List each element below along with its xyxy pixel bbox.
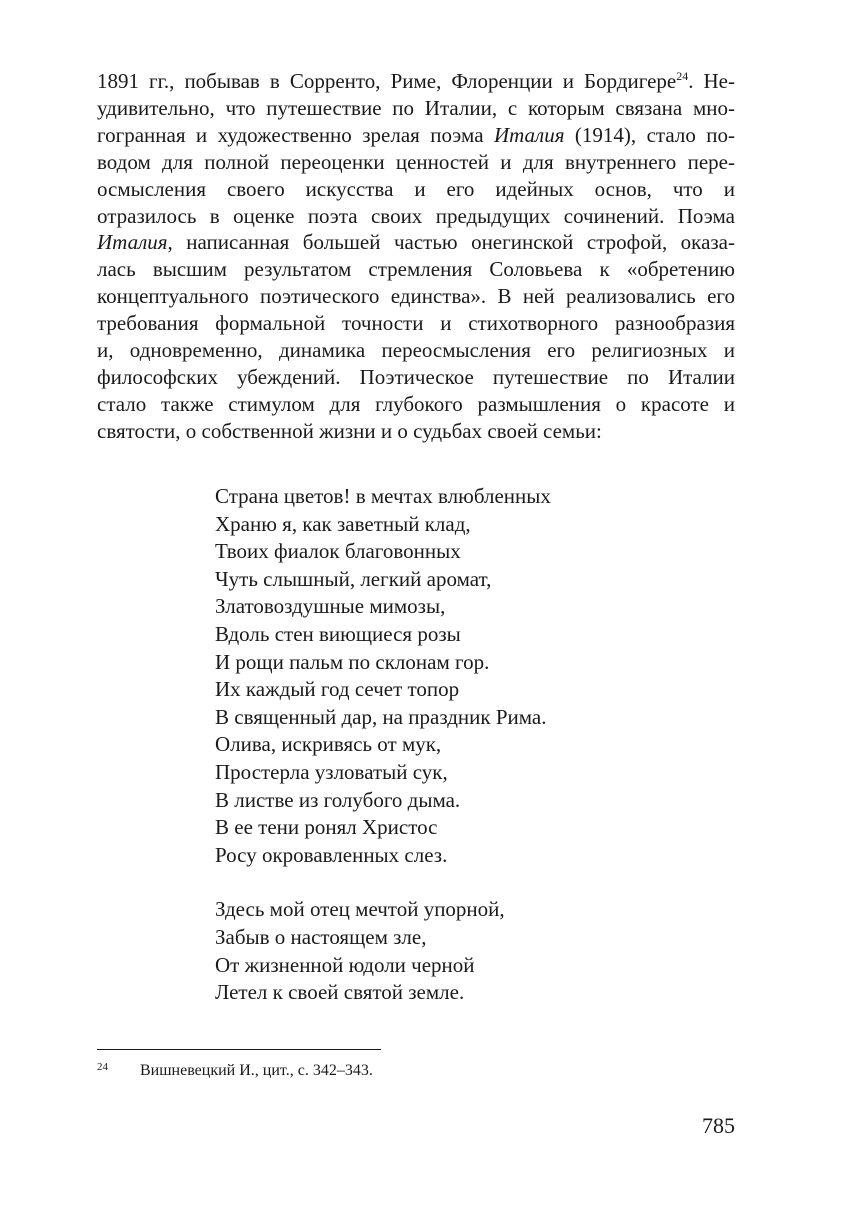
verse-line: Страна цветов! в мечтах влюбленных: [215, 484, 551, 508]
text-line: стало также стимулом для глубокого размышления о красоте и: [97, 391, 735, 416]
text-run: (1914), стало по-: [564, 122, 735, 147]
text-line: [97, 68, 735, 95]
verse-line: В листве из голубого дыма.: [215, 787, 461, 812]
text-line: водом для полной переоценки ценностей и для внутреннего пере-: [97, 149, 735, 174]
verse-line: Храню я, как заветный клад,: [215, 511, 471, 536]
footnote: [97, 1057, 737, 1081]
footnote-divider: [97, 1049, 381, 1050]
page-number: 785: [702, 1113, 735, 1138]
verse-line: Летел к своей святой земле.: [215, 980, 465, 1005]
verse-line: Вдоль стен виющиеся розы: [215, 621, 461, 646]
text-line: философских убеждений. Поэтическое путешествие по Италии: [97, 364, 735, 389]
text-line: осмысления своего искусства и его идейных основ, что и: [97, 176, 735, 201]
verse-line: Простерла узловатый сук,: [215, 759, 448, 784]
text-line: требования формальной точности и стихотворного разнообразия: [97, 311, 735, 336]
text-run: гогранная и художественно зрелая поэма: [97, 122, 494, 147]
verse-line: Олива, искривясь от мук,: [215, 732, 442, 757]
verse-line: Златовоздушные мимозы,: [215, 594, 446, 619]
text-line: лась высшим результатом стремления Соловьева к «обретению: [97, 257, 735, 282]
verse-line: Чуть слышный, легкий аромат,: [215, 566, 492, 591]
body-paragraph: [97, 68, 735, 445]
verse-line: От жизненной юдоли черной: [215, 952, 475, 977]
verse-line: И рощи пальм по склонам гор.: [215, 649, 490, 674]
verse-line: В ее тени ронял Христос: [215, 815, 438, 840]
verse-line: Забыв о настоящем зле,: [215, 924, 427, 949]
text-line: святости, о собственной жизни и о судьбах своей семьи:: [97, 418, 602, 443]
poem-title-italic: Италия: [97, 230, 168, 255]
poem-title-italic: Италия: [493, 122, 565, 147]
poem-quote: [215, 483, 551, 1007]
text-line: [97, 229, 735, 256]
text-line: отразилось в оценке поэта своих предыдущих сочинений. Поэма: [97, 203, 735, 228]
text-line: [97, 122, 735, 149]
text-run: . Не-: [688, 69, 735, 93]
footnote-ref[interactable]: 24: [676, 69, 689, 83]
stanza-break: [215, 869, 551, 896]
verse-line: В священный дар, на праздник Рима.: [215, 704, 547, 729]
text-line: и, одновременно, динамика переосмысления его религиозных и: [97, 338, 735, 363]
text-line: концептуального поэтического единства». В ней реализовались его: [97, 284, 735, 309]
text-line: удивительно, что путешествие по Италии, с которым связана мно-: [97, 95, 735, 120]
text-run: 1891 гг., побывав в Сорренто, Риме, Флоренции и Бордигере: [97, 69, 677, 93]
text-run: , написанная большей частью онегинской строфой, оказа-: [167, 230, 735, 255]
footnote-number: 24: [97, 1061, 108, 1073]
verse-line: Здесь мой отец мечтой упорной,: [215, 897, 505, 922]
verse-line: Росу окровавленных слез.: [215, 842, 448, 867]
verse-line: Твоих фиалок благовонных: [215, 539, 461, 564]
footnote-text: Вишневецкий И., цит., с. 342–343.: [140, 1062, 373, 1079]
verse-line: Их каждый год сечет топор: [215, 677, 460, 702]
